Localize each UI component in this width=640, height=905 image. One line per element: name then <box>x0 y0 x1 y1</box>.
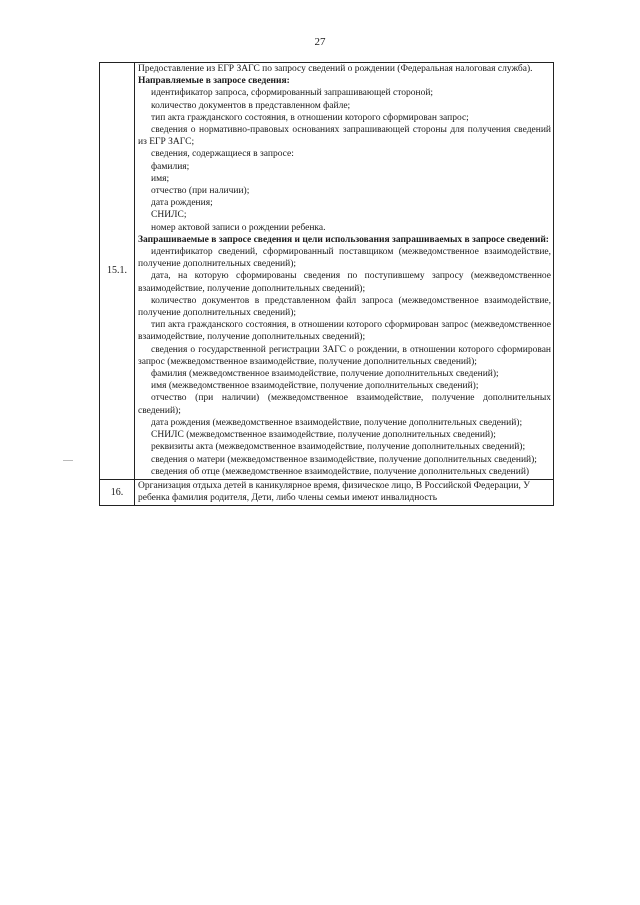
page-number: 27 <box>314 36 326 48</box>
description-line: тип акта гражданского состояния, в отношении которого сформирован запрос; <box>151 112 469 123</box>
description-line: имя (межведомственное взаимодействие, получение дополнительных сведений); <box>151 381 479 392</box>
description-line: сведения, содержащиеся в запросе: <box>151 149 294 160</box>
description-line: дата, на которую сформированы сведения по поступившему запросу (межведомственное взаимодействие, получение дополнительных сведений); <box>138 271 551 294</box>
description-line: количество документов в представленном файл запроса (межведомственное взаимодействие, получение дополнительных сведений); <box>138 295 551 319</box>
description-line: СНИЛС (межведомственное взаимодействие, получение дополнительных сведений); <box>151 430 496 441</box>
row-description <box>135 63 554 480</box>
description-line: Предоставление из ЕГР ЗАГС по запросу сведений о рождении (Федеральная налоговая служба). <box>138 64 533 74</box>
row-description <box>135 479 554 505</box>
description-line: дата рождения (межведомственное взаимодействие, получение дополнительных сведений); <box>151 417 523 428</box>
description-line: идентификатор сведений, сформированный поставщиком (межведомственное взаимодействие, получение дополнительных сведений); <box>138 247 551 270</box>
description-line: фамилия (межведомственное взаимодействие, получение дополнительных сведений); <box>151 369 499 380</box>
table-row <box>100 63 554 480</box>
description-line: сведения о матери (межведомственное взаимодействие, получение дополнительных сведений); <box>151 454 537 465</box>
description-line: сведения о нормативно-правовых основаниях запрашивающей стороны для получения сведений из ЕГР ЗАГС; <box>138 125 551 148</box>
description-line: номер актовой записи о рождении ребенка. <box>151 222 326 233</box>
description-line: дата рождения; <box>151 198 213 209</box>
row-number: 16. <box>100 479 135 505</box>
description-line: реквизиты акта (межведомственное взаимодействие, получение дополнительных сведений); <box>151 442 526 453</box>
row-number: 15.1. <box>100 63 135 480</box>
description-line: отчество (при наличии) (межведомственное взаимодействие, получение дополнительных сведений); <box>138 393 551 416</box>
services-table <box>99 62 554 506</box>
description-line: тип акта гражданского состояния, в отношении которого сформирован запрос (межведомственное взаимодействие, получение дополнительных сведений); <box>138 320 551 343</box>
description-line: сведения об отце (межведомственное взаимодействие, получение дополнительных сведений) <box>151 466 530 477</box>
description-line: имя; <box>151 173 170 184</box>
section-heading: Запрашиваемые в запросе сведения и цели использования запрашиваемых в запросе сведений: <box>138 234 549 245</box>
description-line: СНИЛС; <box>151 210 187 221</box>
table-row <box>100 479 554 505</box>
table-body <box>100 63 554 506</box>
description-line: идентификатор запроса, сформированный запрашивающей стороной; <box>151 88 434 99</box>
section-heading: Направляемые в запросе сведения: <box>138 76 290 87</box>
description-line: Организация отдыха детей в каникулярное время, физическое лицо, В Российской Федерации, У ребенка фамилия родителя, Дети, либо члены семьи имеют инвалидность <box>138 480 531 504</box>
description-line: отчество (при наличии); <box>151 186 250 197</box>
margin-mark <box>63 460 73 461</box>
description-line: сведения о государственной регистрации ЗАГС о рождении, в отношении которого сформирован запрос (межведомственное взаимодействие, получение дополнительных сведений); <box>138 344 551 367</box>
description-line: количество документов в представленном файле; <box>151 100 351 111</box>
description-line: фамилия; <box>151 161 190 172</box>
